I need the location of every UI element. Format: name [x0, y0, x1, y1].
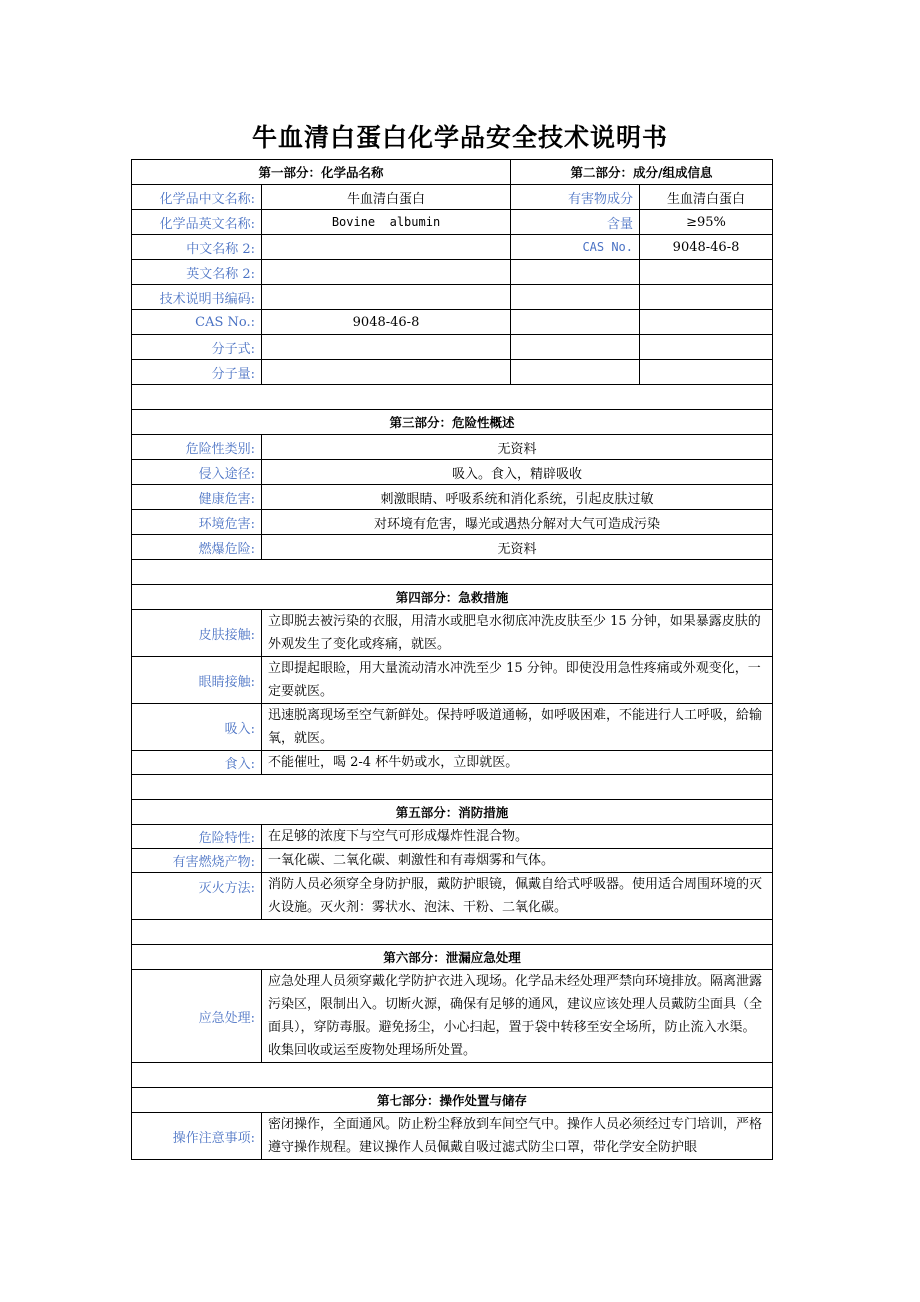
field-value: Bovine albumin	[262, 210, 511, 235]
spacer-row	[132, 1063, 773, 1088]
table-row	[132, 285, 773, 310]
field-label: 侵入途径:	[132, 460, 262, 485]
field-label: 健康危害:	[132, 485, 262, 510]
field-value: 吸入。食入，精辟吸收	[262, 460, 773, 485]
table-row	[132, 210, 773, 235]
field-value: 在足够的浓度下与空气可形成爆炸性混合物。	[262, 825, 773, 849]
table-row	[132, 310, 773, 335]
table-row	[132, 185, 773, 210]
field-label: 危险性类别:	[132, 435, 262, 460]
field-label: 危险特性:	[132, 825, 262, 849]
field-value	[262, 360, 511, 385]
field-value: 一氧化碳、二氧化碳、刺激性和有毒烟雾和气体。	[262, 849, 773, 873]
section-header-row	[132, 160, 773, 185]
field-label: 灭火方法:	[132, 873, 262, 920]
field-value: 刺激眼睛、呼吸系统和消化系统，引起皮肤过敏	[262, 485, 773, 510]
table-row	[132, 435, 773, 460]
table-row	[132, 460, 773, 485]
table-row	[132, 825, 773, 849]
field-label: 分子量:	[132, 360, 262, 385]
field-label: 吸入:	[132, 704, 262, 751]
field-label: 化学品中文名称:	[132, 185, 262, 210]
spacer-row	[132, 560, 773, 585]
table-row	[132, 610, 773, 657]
table-row	[132, 260, 773, 285]
field-label: 应急处理:	[132, 970, 262, 1063]
table-row	[132, 360, 773, 385]
field-value: 立即提起眼睑，用大量流动清水冲洗至少 15 分钟。即使没用急性疼痛或外观变化，一定要就医。	[262, 657, 773, 704]
spacer-row	[132, 920, 773, 945]
part2-heading: 第二部分：成分/组成信息	[511, 160, 773, 185]
sds-table	[131, 159, 773, 1160]
part4-heading: 第四部分：急救措施	[132, 585, 773, 610]
field-label: 化学品英文名称:	[132, 210, 262, 235]
field-value: 无资料	[262, 535, 773, 560]
field-label: 环境危害:	[132, 510, 262, 535]
field-value: 应急处理人员须穿戴化学防护衣进入现场。化学品未经处理严禁向环境排放。隔离泄露污染区，限制出入。切断火源，确保有足够的通风，建议应该处理人员戴防尘面具（全面具），穿防毒服。避免扬尘，小心扫起，置于袋中转移至安全场所，防止流入水渠。收集回收或运至废物处理场所处置。	[262, 970, 773, 1063]
field-value	[262, 285, 511, 310]
field-label: 有害物成分	[511, 185, 640, 210]
field-label: 操作注意事项:	[132, 1113, 262, 1160]
field-label: 皮肤接触:	[132, 610, 262, 657]
part6-heading: 第六部分：泄漏应急处理	[132, 945, 773, 970]
field-label: 中文名称 2:	[132, 235, 262, 260]
page-title: 牛血清白蛋白化学品安全技术说明书	[251, 123, 668, 152]
section-header-row	[132, 410, 773, 435]
field-value	[262, 260, 511, 285]
field-value: 密闭操作，全面通风。防止粉尘释放到车间空气中。操作人员必须经过专门培训，严格遵守操作规程。建议操作人员佩戴自吸过滤式防尘口罩，带化学安全防护眼	[262, 1113, 773, 1160]
field-label: 技术说明书编码:	[132, 285, 262, 310]
table-row	[132, 751, 773, 775]
field-value: 9048-46-8	[640, 235, 773, 260]
field-label: 眼睛接触:	[132, 657, 262, 704]
field-value	[262, 235, 511, 260]
field-value: 迅速脱离现场至空气新鲜处。保持呼吸道通畅，如呼吸困难，不能进行人工呼吸，給输氧，就医。	[262, 704, 773, 751]
spacer-row	[132, 385, 773, 410]
part7-heading: 第七部分：操作处置与储存	[132, 1088, 773, 1113]
table-row	[132, 970, 773, 1063]
field-label: 英文名称 2:	[132, 260, 262, 285]
spacer-row	[132, 775, 773, 800]
field-value: 立即脱去被污染的衣服，用清水或肥皂水彻底冲洗皮肤至少 15 分钟，如果暴露皮肤的外观发生了变化或疼痛，就医。	[262, 610, 773, 657]
field-value: 牛血清白蛋白	[262, 185, 511, 210]
section-header-row	[132, 945, 773, 970]
field-label: 有害燃烧产物:	[132, 849, 262, 873]
field-value: 9048-46-8	[262, 310, 511, 335]
table-row	[132, 873, 773, 920]
field-value: ≥95%	[640, 210, 773, 235]
table-row	[132, 849, 773, 873]
table-row	[132, 657, 773, 704]
section-header-row	[132, 800, 773, 825]
field-value: 对环境有危害，曝光或遇热分解对大气可造成污染	[262, 510, 773, 535]
table-row	[132, 485, 773, 510]
field-label: 食入:	[132, 751, 262, 775]
field-value: 无资料	[262, 435, 773, 460]
part1-heading: 第一部分：化学品名称	[132, 160, 511, 185]
field-label: CAS No.:	[132, 310, 262, 335]
field-value: 不能催吐，喝 2-4 杯牛奶或水，立即就医。	[262, 751, 773, 775]
part5-heading: 第五部分：消防措施	[132, 800, 773, 825]
table-row	[132, 335, 773, 360]
field-label: 燃爆危险:	[132, 535, 262, 560]
table-row	[132, 535, 773, 560]
field-value	[262, 335, 511, 360]
section-header-row	[132, 585, 773, 610]
table-row	[132, 704, 773, 751]
table-row	[132, 235, 773, 260]
field-label: CAS No.	[511, 235, 640, 260]
field-label: 含量	[511, 210, 640, 235]
table-row	[132, 510, 773, 535]
field-label: 分子式:	[132, 335, 262, 360]
field-value: 生血清白蛋白	[640, 185, 773, 210]
part3-heading: 第三部分：危险性概述	[132, 410, 773, 435]
table-row	[132, 1113, 773, 1160]
section-header-row	[132, 1088, 773, 1113]
field-value: 消防人员必须穿全身防护服，戴防护眼镜，佩戴自给式呼吸器。使用适合周围环境的灭火设施。灭火剂：雾状水、泡沫、干粉、二氧化碳。	[262, 873, 773, 920]
